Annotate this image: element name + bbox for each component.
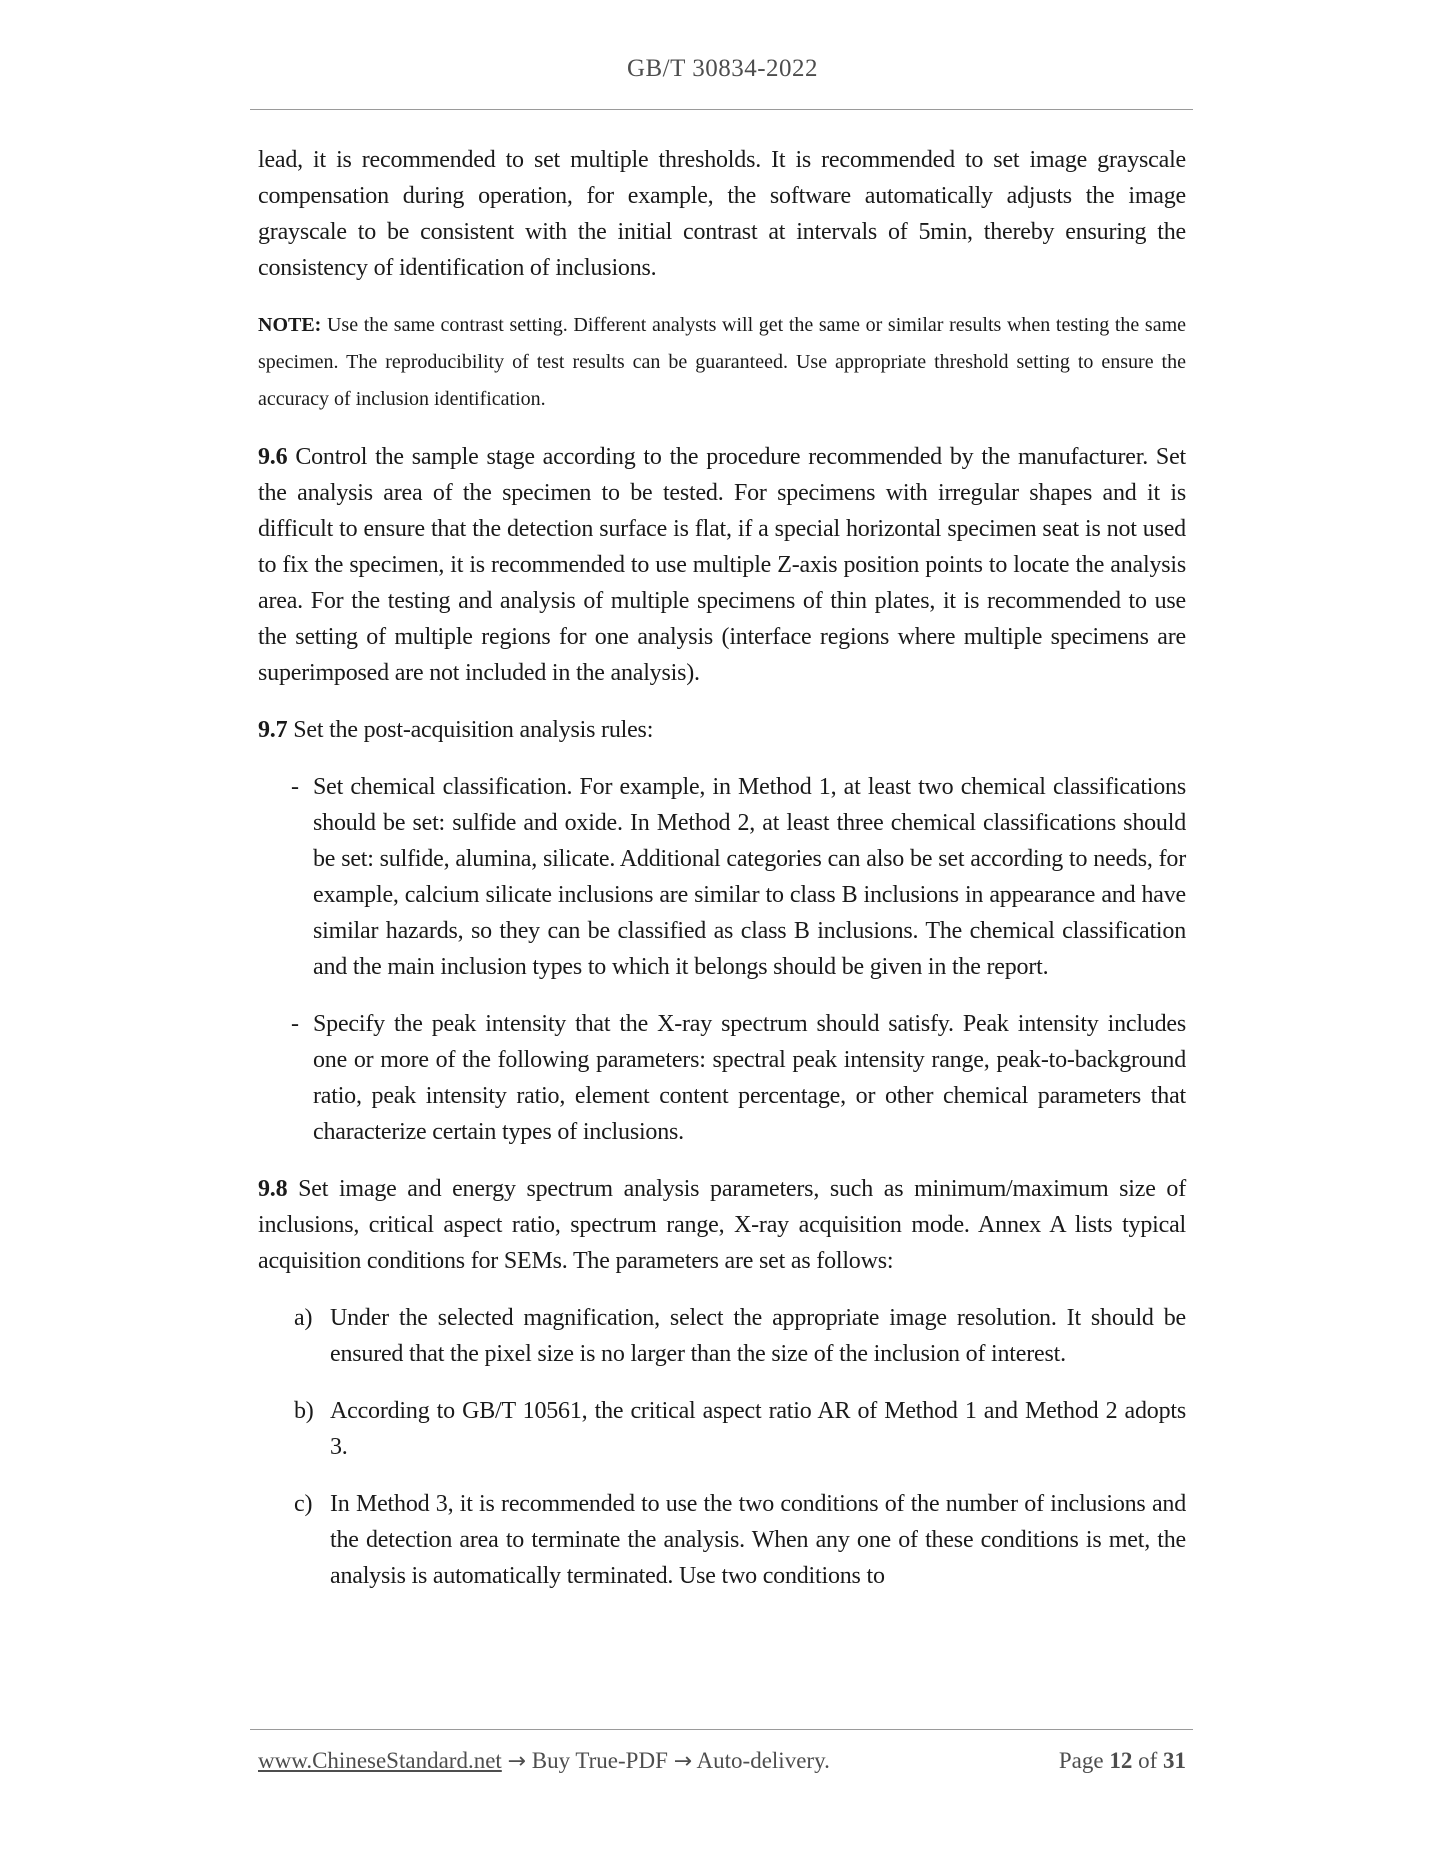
footer-divider [250,1729,1193,1730]
list-item-c-text: In Method 3, it is recommended to use the two conditions of the number of inclusions and the detection area to terminate the analysis. When any one of these conditions is met, the analysis is automatically terminated. Use two conditions to [330,1491,1186,1589]
section-9-6 [258,439,1186,691]
note-label: NOTE: [258,314,322,336]
right-arrow-icon: → [673,1749,693,1774]
bullet-dash-marker: - [291,1011,299,1037]
list-item-b [258,1393,1186,1465]
right-arrow-icon: → [507,1749,526,1774]
auto-delivery-text: Auto-delivery. [696,1748,830,1773]
bullet-item-peak-intensity [258,1006,1186,1150]
website-link[interactable]: www.ChineseStandard.net [258,1748,502,1773]
list-item-b-text: According to GB/T 10561, the critical aspect ratio AR of Method 1 and Method 2 adopts 3. [330,1398,1186,1460]
of-label: of [1138,1748,1158,1773]
section-9-6-text: Control the sample stage according to the procedure recommended by the manufacturer. Set the analysis area of the specimen to be tested. For specimens with irregular shapes and it is difficult to ensure that the detection surface is flat, if a special horizontal specimen seat is not used to fix the specimen, it is recommended to use multiple Z-axis position points to locate the analysis area. For the testing and analysis of multiple specimens of thin plates, it is recommended to use the setting of multiple regions for one analysis (interface regions where multiple specimens are superimposed are not included in the analysis). [258,444,1186,686]
page-label: Page [1058,1748,1104,1773]
list-item-a-marker: a) [294,1305,313,1331]
footer-source-line [258,1748,830,1774]
page-body [258,142,1186,1615]
section-9-7 [258,712,1186,748]
bullet-item-chemical-classification [258,769,1186,985]
section-9-8 [258,1171,1186,1279]
page-footer [258,1748,1186,1774]
note-text: Use the same contrast setting. Different analysts will get the same or similar results when testing the same specimen. The reproducibility of test results can be guaranteed. Use appropriate threshold setting to ensure the accuracy of inclusion identification. [258,314,1187,410]
bullet-text: Set chemical classification. For example, in Method 1, at least two chemical classifications should be set: sulfide and oxide. In Method 2, at least three chemical classifications should be set: sulfide, alumina, silicate. Additional categories can also be set according to needs, for example, calcium silicate inclusions are similar to class B inclusions in appearance and have similar hazards, so they can be classified as class B inclusions. The chemical classification and the main inclusion types to which it belongs should be given in the report. [313,774,1186,980]
section-9-8-text: Set image and energy spectrum analysis parameters, such as minimum/maximum size of inclusions, critical aspect ratio, spectrum range, X-ray acquisition mode. Annex A lists typical acquisition conditions for SEMs. The parameters are set as follows: [258,1176,1186,1274]
list-item-a [258,1300,1186,1372]
bullet-dash-marker: - [291,774,299,800]
current-page-number: 12 [1109,1748,1133,1773]
header-divider [250,109,1193,110]
total-pages-number: 31 [1163,1748,1186,1773]
section-9-8-number: 9.8 [258,1176,288,1202]
note-paragraph [258,307,1186,418]
list-item-c-marker: c) [294,1491,313,1517]
paragraph-lead: lead, it is recommended to set multiple thresholds. It is recommended to set image grayscale compensation during operation, for example, the software automatically adjusts the image grayscale to be consistent with the initial contrast at intervals of 5min, thereby ensuring the consistency of identification of inclusions. [258,147,1186,281]
section-9-6-number: 9.6 [258,444,288,470]
list-item-a-text: Under the selected magnification, select the appropriate image resolution. It should be ensured that the pixel size is no larger than the size of the inclusion of interest. [330,1305,1186,1367]
section-9-7-text: Set the post-acquisition analysis rules: [293,717,654,743]
buy-true-pdf-text: Buy True-PDF [531,1748,668,1773]
section-9-7-number: 9.7 [258,717,288,743]
list-item-c [258,1486,1186,1594]
list-item-b-marker: b) [294,1398,314,1424]
page-header-standard-number: GB/T 30834-2022 [626,55,819,82]
bullet-text: Specify the peak intensity that the X-ray spectrum should satisfy. Peak intensity includes one or more of the following parameters: spectral peak intensity range, peak-to-background ratio, peak intensity ratio, element content percentage, or other chemical parameters that characterize certain types of inclusions. [313,1011,1186,1145]
page-number-indicator [1059,1748,1186,1774]
